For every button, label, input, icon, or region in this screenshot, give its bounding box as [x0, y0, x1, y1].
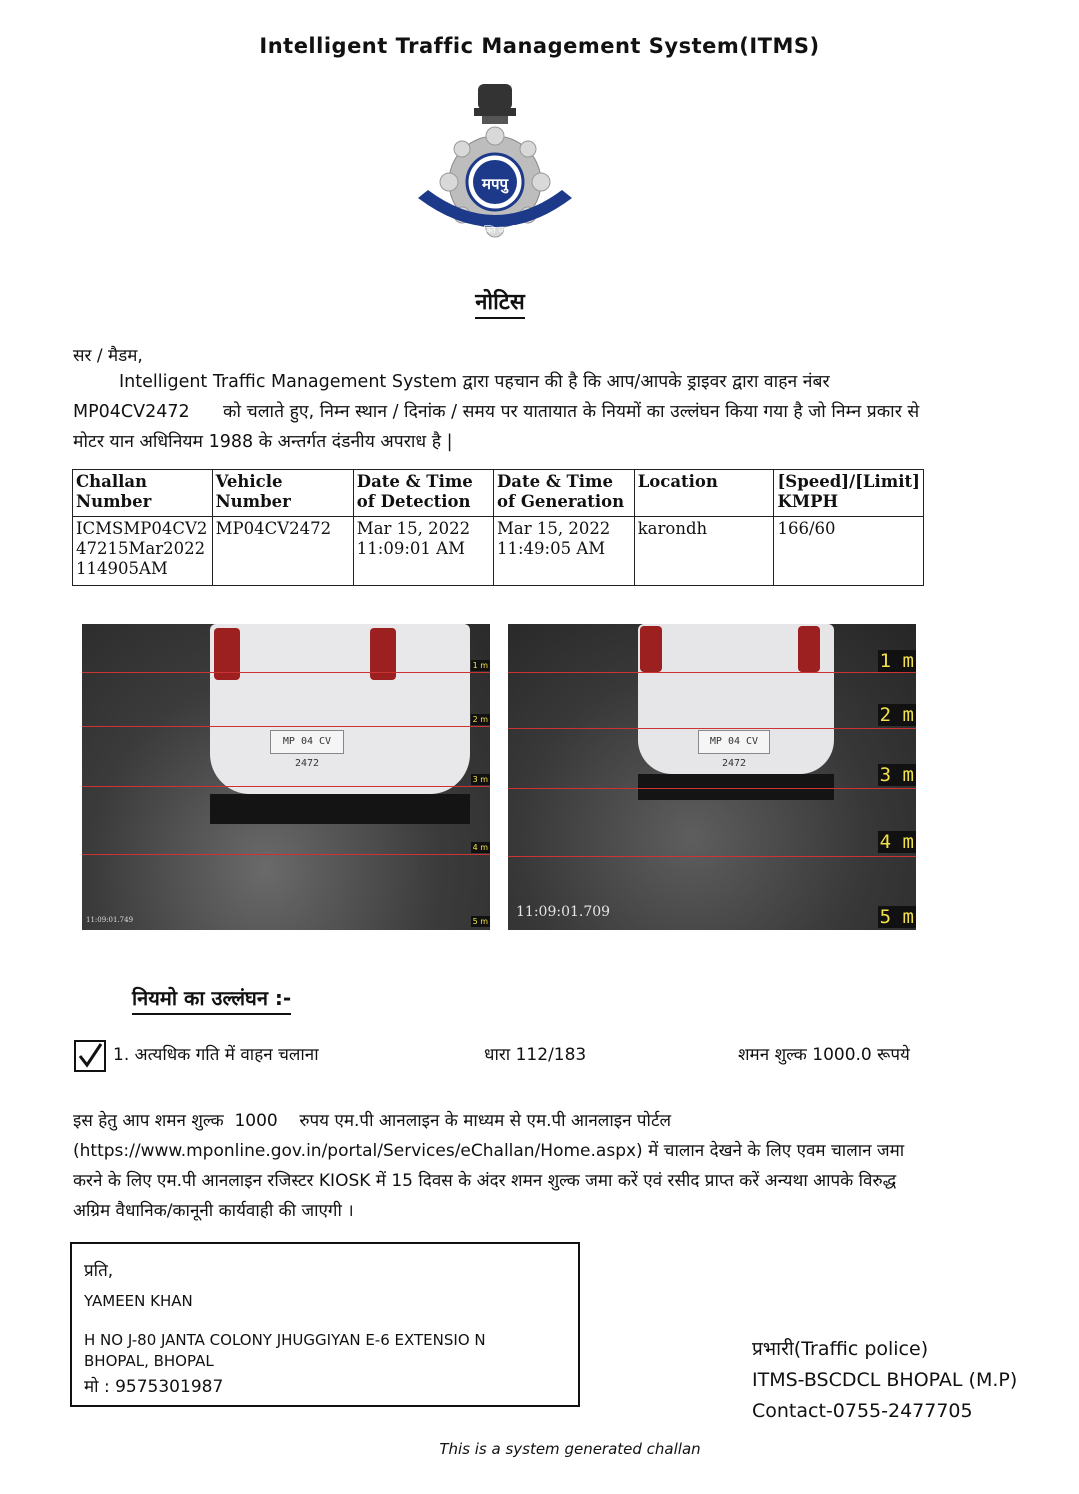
fine-amount: 1000 [234, 1111, 278, 1131]
camera-capture-left [82, 624, 490, 930]
distance-marker-1: 1 m [879, 650, 914, 672]
distance-marker-1: 1 m [472, 661, 488, 670]
challan-table [72, 469, 924, 586]
instruction-prefix: इस हेतु आप शमन शुल्क [73, 1111, 224, 1131]
document-title: Intelligent Traffic Management System(ITMS) [259, 34, 820, 58]
recipient-to-label: प्रति, [84, 1261, 114, 1281]
cell-detection-time: Mar 15, 2022 11:09:01 AM [353, 517, 493, 586]
distance-marker-5: 5 m [472, 917, 488, 926]
salutation: सर / मैडम, [73, 346, 143, 366]
recipient-box [70, 1242, 580, 1407]
cell-challan-number: ICMSMP04CV247215Mar2022114905AM [73, 517, 213, 586]
vehicle-number-inline: MP04CV2472 [73, 402, 190, 422]
notice-heading [0, 286, 1000, 316]
distance-marker-2: 2 m [472, 715, 488, 724]
distance-marker-3: 3 m [472, 775, 488, 784]
cell-generation-time: Mar 15, 2022 11:49:05 AM [493, 517, 634, 586]
recipient-address: H NO J-80 JANTA COLONY JHUGGIYAN E-6 EXTENSIO N BHOPAL, BHOPAL [84, 1331, 486, 1370]
violation-checkbox [74, 1040, 106, 1072]
motto-text: देशभक्ति जनसेवा [466, 226, 524, 236]
issuer-title: प्रभारी(Traffic police) [752, 1338, 929, 1360]
header-generation-time: Date & Time of Generation [493, 470, 634, 517]
capture-timestamp: 11:09:01.709 [516, 904, 611, 920]
cell-vehicle-number: MP04CV2472 [212, 517, 353, 586]
tail-light-right [798, 626, 820, 672]
camera-capture-right [508, 624, 916, 930]
issuer-contact: Contact-0755-2477705 [752, 1400, 973, 1422]
header-challan-number: Challan Number [73, 470, 213, 517]
recipient-name: YAMEEN KHAN [84, 1292, 193, 1310]
footer-note: This is a system generated challan [439, 1440, 701, 1458]
distance-marker-4: 4 m [472, 843, 488, 852]
capture-timestamp: 11:09:01.749 [86, 916, 134, 924]
number-plate: MP 04 CV 2472 [270, 730, 344, 754]
distance-marker-4: 4 m [879, 831, 914, 853]
issuer-signature [752, 1334, 1017, 1427]
notice-heading-text: नोटिस [475, 290, 525, 319]
instruction-text: रुपय एम.पी आनलाइन के माध्यम से एम.पी आनलाइन पोर्टल (https://www.mponline.gov.in/portal/Services/eChallan/Home.aspx) में चालान देखने के लिए एवम चालान जमा करने के लिए एम.पी आनलाइन रजिस्टर KIOSK में 15 दिवस के अंदर शमन शुल्क जमा करें एवं रसीद प्राप्त करें अन्यथा आपके विरुद्ध अग्रिम वैधानिक/कानूनी कार्यवाही की जाएगी । [73, 1111, 905, 1221]
mp-police-emblem [410, 78, 580, 256]
recipient-mobile: मो : 9575301987 [84, 1377, 224, 1397]
violation-section: धारा 112/183 [484, 1045, 587, 1065]
distance-marker-2: 2 m [879, 704, 914, 726]
header-detection-time: Date & Time of Detection [353, 470, 493, 517]
number-plate: MP 04 CV 2472 [698, 730, 770, 754]
violation-description: 1. अत्यधिक गति में वाहन चलाना [113, 1045, 319, 1065]
violation-heading [132, 984, 291, 1011]
payment-instruction [73, 1106, 933, 1226]
checkmark-icon [76, 1042, 104, 1070]
tail-light-left [640, 626, 662, 672]
system-name: Intelligent Traffic Management System [119, 372, 458, 392]
notice-paragraph [73, 367, 943, 457]
cell-location: karondh [634, 517, 774, 586]
distance-marker-5: 5 m [879, 906, 914, 928]
violation-heading-text: नियमो का उल्लंघन :- [132, 986, 291, 1015]
paragraph-text-2: को चलाते हुए, निम्न स्थान / दिनांक / समय पर यातायात के नियमों का उल्लंघन किया गया है जो निम्न प्रकार से मोटर यान अधिनियम 1988 के अन्तर्गत दंडनीय अपराध है | [73, 402, 920, 452]
table-header-row [73, 470, 924, 517]
paragraph-text-1: द्वारा पहचान की है कि आप/आपके ड्राइवर द्वारा वाहन नंबर [457, 372, 830, 392]
distance-marker-3: 3 m [879, 764, 914, 786]
issuer-office: ITMS-BSCDCL BHOPAL (M.P) [752, 1369, 1018, 1391]
violation-fine: शमन शुल्क 1000.0 रूपये [738, 1045, 910, 1065]
seal-text: मपपु [481, 175, 509, 193]
header-speed-limit: [Speed]/[Limit] KMPH [774, 470, 924, 517]
car-rear [210, 624, 470, 794]
header-vehicle-number: Vehicle Number [212, 470, 353, 517]
header-location: Location [634, 470, 774, 517]
cell-speed-limit: 166/60 [774, 517, 924, 586]
table-row [73, 517, 924, 586]
